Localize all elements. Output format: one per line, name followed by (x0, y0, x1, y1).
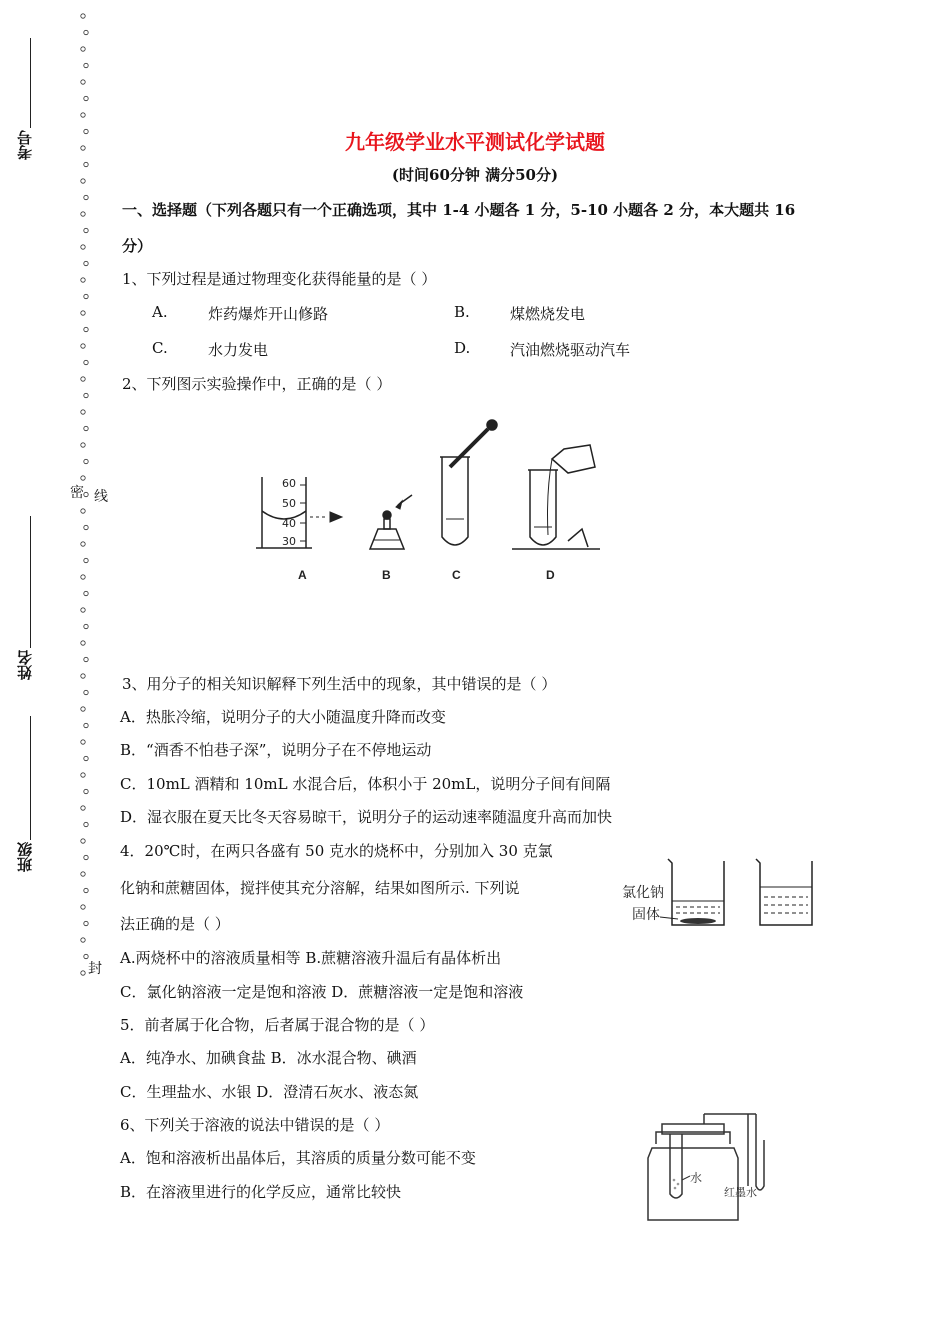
q1-option-b-letter: B. (454, 303, 470, 321)
tick-50: 50 (282, 497, 296, 510)
q1-option-a-letter: A. (152, 303, 168, 321)
q1-option-c-letter: C. (152, 339, 168, 357)
q4-stem-line2: 化钠和蔗糖固体，搅拌使其充分溶解，结果如图所示. 下列说 (120, 879, 520, 897)
q4-options-cd[interactable]: C．氯化钠溶液一定是饱和溶液 D．蔗糖溶液一定是饱和溶液 (120, 983, 524, 1001)
q4-fig-label-solid: 固体 (632, 907, 660, 923)
q1-stem: 1、下列过程是通过物理变化获得能量的是（ ） (122, 270, 437, 288)
q1-option-d-letter: D. (454, 339, 471, 357)
q6-apparatus-figure (640, 1110, 770, 1228)
class-blank[interactable] (30, 716, 31, 840)
exam-number-label: 考号 (16, 130, 34, 160)
q6-fig-label-ink: 红墨水 (724, 1186, 757, 1199)
section1-heading-cont: 分） (122, 237, 153, 255)
q4-stem-line3: 法正确的是（ ） (120, 915, 230, 933)
q1-option-a-text[interactable]: 炸药爆炸开山修路 (208, 305, 329, 323)
fig-label-d: D (546, 568, 555, 582)
q4-fig-label-nacl: 氯化钠 (622, 885, 664, 901)
q2-figure (250, 415, 600, 590)
q6-stem: 6、下列关于溶液的说法中错误的是（ ） (120, 1116, 390, 1134)
seal-feng: 封 (88, 961, 102, 977)
name-label: 姓名 (16, 650, 34, 680)
q1-option-b-text[interactable]: 煤燃烧发电 (510, 305, 586, 323)
q2-stem: 2、下列图示实验操作中，正确的是（ ） (122, 375, 392, 393)
graduated-cylinder-icon (256, 477, 342, 548)
class-label: 班级 (16, 842, 34, 872)
q5-options-cd[interactable]: C．生理盐水、水银 D．澄清石灰水、液态氮 (120, 1083, 419, 1101)
q3-option-c[interactable]: C．10mL 酒精和 10mL 水混合后，体积小于 20mL，说明分子间有间隔 (120, 775, 611, 793)
pouring-liquid-icon (512, 445, 600, 549)
q3-option-b[interactable]: B．“酒香不怕巷子深”，说明分子在不停地运动 (120, 741, 432, 759)
alcohol-lamp-icon (370, 495, 412, 549)
q3-option-a[interactable]: A．热胀冷缩，说明分子的大小随温度升降而改变 (120, 708, 446, 726)
q6-fig-label-water: 水 (690, 1171, 703, 1185)
tick-30: 30 (282, 535, 296, 548)
q6-option-b[interactable]: B．在溶液里进行的化学反应，通常比较快 (120, 1183, 402, 1201)
q5-stem: 5．前者属于化合物，后者属于混合物的是（ ） (120, 1016, 435, 1034)
exam-subtitle: (时间60分钟 满分50分) (391, 166, 559, 184)
name-blank[interactable] (30, 516, 31, 648)
q4-stem-line1: 4．20℃时，在两只各盛有 50 克水的烧杯中，分别加入 30 克氯 (120, 842, 553, 860)
section1-heading: 一、选择题（下列各题只有一个正确选项，其中 1-4 小题各 1 分，5-10 小题各 2 分，本大题共 16 (122, 201, 796, 219)
fig-label-a: A (298, 568, 307, 582)
q6-option-a[interactable]: A．饱和溶液析出晶体后，其溶质的质量分数可能不变 (120, 1149, 476, 1167)
q3-stem: 3、用分子的相关知识解释下列生活中的现象，其中错误的是（ ） (122, 675, 557, 693)
q4-options-ab[interactable]: A.两烧杯中的溶液质量相等 B.蔗糖溶液升温后有晶体析出 (120, 949, 502, 967)
exam-title: 九年级学业水平测试化学试题 (345, 130, 605, 154)
fig-label-c: C (452, 568, 461, 582)
seal-mi: 密 (70, 485, 84, 501)
tick-60: 60 (282, 477, 296, 490)
q3-option-d[interactable]: D．湿衣服在夏天比冬天容易晾干，说明分子的运动速率随温度升高而加快 (120, 808, 613, 826)
tick-40: 40 (282, 517, 296, 530)
q1-option-c-text[interactable]: 水力发电 (208, 341, 269, 359)
exam-number-blank[interactable] (30, 38, 31, 128)
fig-label-b: B (382, 568, 391, 582)
q5-options-ab[interactable]: A．纯净水、加碘食盐 B．冰水混合物、碘酒 (120, 1049, 417, 1067)
q1-option-d-text[interactable]: 汽油燃烧驱动汽车 (510, 341, 631, 359)
seal-xian: 线 (94, 489, 108, 505)
q4-beakers-figure (620, 855, 820, 935)
test-tube-dropper-icon (440, 420, 497, 545)
